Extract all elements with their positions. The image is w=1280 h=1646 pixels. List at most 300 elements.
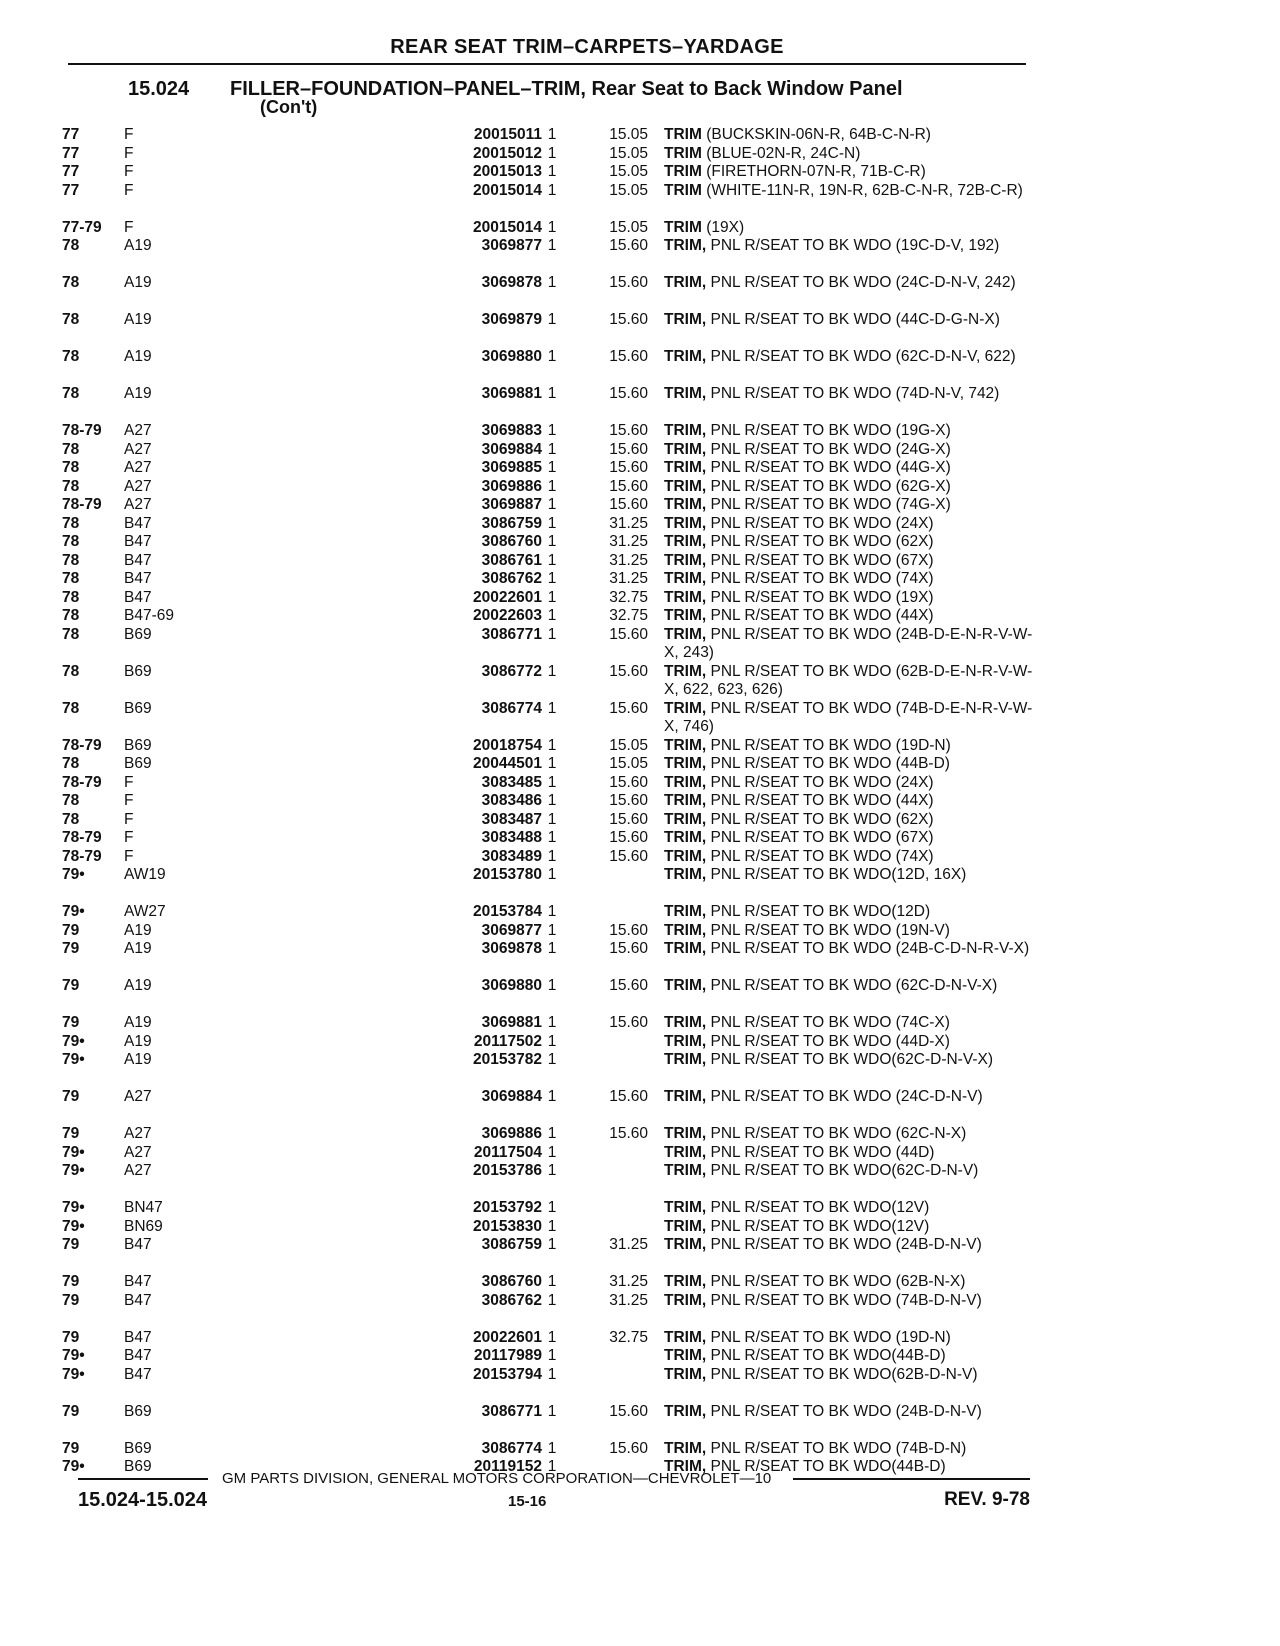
quantity: 1 [547,662,557,680]
quantity: 1 [547,607,557,624]
body-code: B47 [124,1347,152,1364]
part-number: 3069881 [481,385,542,402]
description [664,1088,1036,1107]
model-year: 79 [62,1328,80,1346]
description [664,126,1036,145]
price: 31.25 [609,1236,648,1253]
description-head: TRIM, [664,1162,707,1179]
body-code: A27 [124,477,152,495]
footer-publisher: GM PARTS DIVISION, GENERAL MOTORS CORPORATION—CHEVROLET—10 [222,1470,772,1487]
section-code: 15.024 [128,78,190,100]
description-text: PNL R/SEAT TO BK WDO (62C-D-N-V, 622) [706,348,1016,365]
description [664,1236,1036,1255]
description-head: TRIM, [664,237,707,254]
quantity: 1 [547,1217,557,1235]
parts-row [62,1088,1030,1125]
quantity: 1 [547,181,557,199]
quantity: 1 [547,1088,557,1105]
page-title: REAR SEAT TRIM–CARPETS–YARDAGE [390,36,784,58]
quantity: 1 [547,940,557,957]
description-head: TRIM, [664,440,707,458]
description-text: PNL R/SEAT TO BK WDO (74G-X) [706,496,951,513]
description [664,1403,1036,1422]
description [664,515,1036,534]
quantity: 1 [547,1051,557,1068]
parts-row [62,1014,1030,1033]
description [664,977,1036,996]
price: 15.60 [609,385,648,402]
part-number: 3069883 [481,422,542,439]
part-number: 20119152 [473,1458,542,1475]
description-text: PNL R/SEAT TO BK WDO (67X) [706,551,934,569]
model-year: 78 [62,588,80,606]
model-year: 78 [62,699,80,717]
price: 15.60 [609,699,648,717]
description-text: PNL R/SEAT TO BK WDO (24C-D-N-V, 242) [706,274,1016,291]
description-text: PNL R/SEAT TO BK WDO (19G-X) [706,422,951,439]
part-number: 3069886 [481,477,542,495]
description-head: TRIM, [664,921,707,939]
body-code: B47 [124,1365,152,1383]
body-code: F [124,847,134,865]
parts-row [62,348,1030,385]
quantity: 1 [547,218,557,236]
description [664,589,1036,608]
price: 15.60 [609,792,648,809]
model-year: 77 [62,181,80,199]
parts-row [62,145,1030,164]
description-text: PNL R/SEAT TO BK WDO (24B-C-D-N-R-V-X) [706,940,1030,957]
description [664,792,1036,811]
description-head: TRIM, [664,903,707,920]
body-code: B47 [124,514,152,532]
model-year: 78 [62,459,80,476]
price: 15.60 [609,1088,648,1105]
footer-bottom [78,1489,1030,1515]
quantity: 1 [547,311,557,328]
quantity: 1 [547,792,557,809]
header-rule [68,63,1026,65]
description-text: PNL R/SEAT TO BK WDO (62X) [706,533,934,550]
quantity: 1 [547,866,557,883]
description [664,1347,1036,1366]
price: 15.60 [609,348,648,365]
description-text: PNL R/SEAT TO BK WDO (44X) [706,792,934,809]
description-head: TRIM, [664,311,707,328]
model-year: 78 [62,274,80,291]
description-text: (BUCKSKIN-06N-R, 64B-C-N-R) [701,126,931,143]
description-text: (WHITE-11N-R, 19N-R, 62B-C-N-R, 72B-C-R) [701,181,1023,199]
price: 15.60 [609,625,648,643]
quantity: 1 [547,810,557,828]
section-title-bold: FILLER–FOUNDATION–PANEL–TRIM, [230,78,586,100]
body-code: A27 [124,440,152,458]
quantity: 1 [547,144,557,162]
price: 15.60 [609,977,648,994]
price: 15.05 [609,126,648,143]
price: 32.75 [609,607,648,624]
parts-row [62,662,1033,700]
footer-rule-left [78,1478,208,1480]
quantity: 1 [547,126,557,143]
part-number: 3069884 [481,440,542,458]
quantity: 1 [547,440,557,458]
model-year: 78-79 [62,773,102,791]
footer-section-range: 15.024-15.024 [78,1489,208,1511]
body-code: B47 [124,551,152,569]
part-number: 3069879 [481,311,542,328]
description-head: TRIM, [664,662,707,680]
description-head: TRIM, [664,1014,707,1031]
description [664,1440,1036,1459]
body-code: B69 [124,1402,152,1420]
description-text: PNL R/SEAT TO BK WDO (24G-X) [706,440,951,458]
model-year: 78-79 [62,829,102,846]
quantity: 1 [547,699,557,717]
price: 15.60 [609,459,648,476]
body-code: B47 [124,570,152,587]
model-year: 78 [62,237,80,254]
model-year: 79 [62,921,80,939]
description [664,1051,1036,1070]
description-text: PNL R/SEAT TO BK WDO (62B-D-E-N-R-V-W-X, 622, 623, 626) [664,662,1033,698]
parts-row [62,1218,1030,1237]
description-head: TRIM, [664,1458,707,1475]
model-year: 79 [62,940,80,957]
body-code: BN47 [124,1199,163,1216]
model-year: 79• [62,1143,85,1161]
quantity: 1 [547,1199,557,1216]
description-head: TRIM, [664,773,707,791]
parts-row [62,922,1030,941]
description-text: (19X) [701,218,745,236]
model-year: 79• [62,1051,85,1068]
part-number: 20015011 [473,126,542,143]
description-text: PNL R/SEAT TO BK WDO (19C-D-V, 192) [706,237,1000,254]
quantity: 1 [547,274,557,291]
parts-row [62,625,1033,663]
description-head: TRIM, [664,1032,707,1050]
quantity: 1 [547,921,557,939]
parts-row [62,311,1030,348]
description [664,1218,1036,1237]
parts-row [62,182,1030,219]
description [664,219,1036,238]
quantity: 1 [547,1347,557,1364]
part-number: 20117502 [473,1032,542,1050]
description-head: TRIM, [664,866,707,883]
parts-row [62,515,1030,534]
description [664,385,1036,404]
model-year: 78-79 [62,422,102,439]
body-code: A27 [124,1143,152,1161]
price: 15.05 [609,181,648,199]
description-head: TRIM, [664,496,707,513]
parts-row [62,274,1030,311]
price: 15.60 [609,477,648,495]
price: 15.60 [609,1439,648,1457]
description [664,737,1036,756]
quantity: 1 [547,1291,557,1309]
body-code: AW19 [124,866,166,883]
quantity: 1 [547,1143,557,1161]
description-head: TRIM, [664,459,707,476]
description [664,811,1036,830]
parts-row [62,1199,1030,1218]
description-head: TRIM, [664,1088,707,1105]
body-code: A19 [124,977,152,994]
body-code: F [124,810,134,828]
description [664,1366,1036,1385]
description-text: PNL R/SEAT TO BK WDO (24X) [706,514,934,532]
parts-row [62,478,1030,497]
part-number: 20022601 [473,1328,542,1346]
part-number: 20044501 [473,755,542,772]
parts-row [62,977,1030,1014]
part-number: 3083488 [481,829,542,846]
part-number: 3083486 [481,792,542,809]
description-head: TRIM, [664,829,707,846]
description-head: TRIM, [664,1402,707,1420]
price: 31.25 [609,533,648,550]
part-number: 3086762 [481,570,542,587]
description-text: PNL R/SEAT TO BK WDO (24B-D-N-V) [706,1236,982,1253]
description-text: PNL R/SEAT TO BK WDO (24B-D-N-V) [706,1402,982,1420]
description [664,163,1036,182]
description-text: PNL R/SEAT TO BK WDO (44B-D) [706,755,950,772]
parts-row [62,219,1030,238]
footer-revision: REV. 9-78 [944,1489,1030,1510]
model-year: 77 [62,126,80,143]
body-code: F [124,144,134,162]
quantity: 1 [547,514,557,532]
description-text: PNL R/SEAT TO BK WDO (74X) [706,570,934,587]
quantity: 1 [547,163,557,180]
description-head: TRIM, [664,1347,707,1364]
parts-row [62,385,1030,422]
description-head: TRIM, [664,607,707,624]
description-head: TRIM, [664,551,707,569]
description-head: TRIM, [664,1143,707,1161]
description-head: TRIM, [664,810,707,828]
parts-row [62,811,1030,830]
part-number: 20117989 [473,1347,542,1364]
footer-page-number: 15-16 [508,1493,547,1510]
model-year: 79• [62,1032,85,1050]
description [664,1292,1036,1311]
parts-row [62,737,1030,756]
quantity: 1 [547,477,557,495]
description-head: TRIM, [664,1199,707,1216]
part-number: 3083487 [481,810,542,828]
description-text: (FIRETHORN-07N-R, 71B-C-R) [701,163,926,180]
quantity: 1 [547,755,557,772]
parts-list [62,126,1033,1477]
price: 15.60 [609,440,648,458]
parts-row [62,940,1030,977]
body-code: B47 [124,1328,152,1346]
model-year: 79 [62,977,80,994]
part-number: 3069881 [481,1014,542,1031]
description-text: (BLUE-02N-R, 24C-N) [701,144,861,162]
model-year: 79• [62,1217,85,1235]
description-text: PNL R/SEAT TO BK WDO (19D-N) [706,1328,951,1346]
model-year: 79• [62,1347,85,1364]
parts-row [62,903,1030,922]
price: 32.75 [609,588,648,606]
part-number: 20153782 [473,1051,542,1068]
description-head: TRIM, [664,792,707,809]
description [664,182,1036,201]
parts-row [62,422,1030,441]
description [664,700,1036,737]
description-text: PNL R/SEAT TO BK WDO (19N-V) [706,921,950,939]
description-text: PNL R/SEAT TO BK WDO(12V) [706,1217,930,1235]
parts-row [62,1440,1030,1459]
part-number: 3069877 [481,921,542,939]
price: 15.60 [609,1402,648,1420]
body-code: B69 [124,736,152,754]
model-year: 78 [62,551,80,569]
model-year: 78 [62,311,80,328]
body-code: A19 [124,921,152,939]
description-head: TRIM, [664,348,707,365]
parts-row [62,1125,1030,1144]
body-code: B69 [124,625,152,643]
model-year: 78 [62,625,80,643]
quantity: 1 [547,237,557,254]
model-year: 79• [62,1162,85,1179]
description [664,348,1036,367]
description [664,533,1036,552]
quantity: 1 [547,1328,557,1346]
body-code: F [124,829,134,846]
body-code: A27 [124,1162,152,1179]
description-head: TRIM, [664,1439,707,1457]
quantity: 1 [547,903,557,920]
description-head: TRIM, [664,570,707,587]
description-text: PNL R/SEAT TO BK WDO (67X) [706,829,934,846]
model-year: 79• [62,866,85,883]
description-head: TRIM [664,218,702,236]
description-head: TRIM, [664,736,707,754]
price: 31.25 [609,551,648,569]
price: 31.25 [609,1291,648,1309]
body-code: A19 [124,940,152,957]
description-text: PNL R/SEAT TO BK WDO(12D, 16X) [706,866,967,883]
parts-row [62,1292,1030,1329]
model-year: 78-79 [62,736,102,754]
description-head: TRIM, [664,977,707,994]
part-number: 3086759 [481,514,542,532]
body-code: A19 [124,348,152,365]
description-head: TRIM, [664,422,707,439]
description-text: PNL R/SEAT TO BK WDO (24X) [706,773,934,791]
part-number: 20153792 [473,1199,542,1216]
part-number: 3069880 [481,977,542,994]
description [664,866,1036,885]
description-head: TRIM, [664,847,707,865]
description-head: TRIM [664,144,702,162]
section-title-rest: Rear Seat to Back Window Panel [585,78,903,100]
part-number: 3083485 [481,773,542,791]
description [664,848,1036,867]
part-number: 20015012 [473,144,542,162]
description [664,1014,1036,1033]
model-year: 79 [62,1291,80,1309]
parts-row [62,1144,1030,1163]
description [664,311,1036,330]
body-code: B47 [124,588,152,606]
description-text: PNL R/SEAT TO BK WDO (44D-X) [706,1032,950,1050]
part-number: 20153784 [473,903,542,920]
parts-row [62,1236,1030,1273]
description-text: PNL R/SEAT TO BK WDO (62C-D-N-V-X) [706,977,998,994]
description [664,1199,1036,1218]
parts-row [62,533,1030,552]
description [664,1329,1036,1348]
parts-row [62,1329,1030,1348]
model-year: 79• [62,1458,85,1475]
part-number: 3083489 [481,847,542,865]
parts-row [62,459,1030,478]
price: 15.60 [609,847,648,865]
quantity: 1 [547,348,557,365]
part-number: 20015014 [473,218,542,236]
body-code: A19 [124,385,152,402]
part-number: 20022601 [473,588,542,606]
quantity: 1 [547,1162,557,1179]
quantity: 1 [547,422,557,439]
parts-row [62,1162,1030,1199]
model-year: 78 [62,810,80,828]
body-code: A27 [124,1088,152,1105]
description [664,1162,1036,1181]
model-year: 78 [62,755,80,772]
parts-row [62,699,1033,737]
description-text: PNL R/SEAT TO BK WDO(44B-D) [706,1347,946,1364]
description [664,903,1036,922]
quantity: 1 [547,1032,557,1050]
price: 31.25 [609,514,648,532]
part-number: 3086760 [481,533,542,550]
model-year: 77-79 [62,218,102,236]
description-text: PNL R/SEAT TO BK WDO (74B-D-N-V) [706,1291,982,1309]
model-year: 78 [62,477,80,495]
price: 31.25 [609,1273,648,1290]
body-code: A19 [124,1014,152,1031]
part-number: 3069878 [481,274,542,291]
price: 15.60 [609,237,648,254]
description [664,829,1036,848]
quantity: 1 [547,551,557,569]
model-year: 78 [62,533,80,550]
description-head: TRIM, [664,1236,707,1253]
parts-row [62,237,1030,274]
model-year: 78-79 [62,496,102,513]
part-number: 20015013 [473,163,542,180]
description-head: TRIM, [664,1217,707,1235]
description-text: PNL R/SEAT TO BK WDO (62X) [706,810,934,828]
model-year: 79• [62,1365,85,1383]
description [664,496,1036,515]
description [664,422,1036,441]
body-code: F [124,773,134,791]
description-text: PNL R/SEAT TO BK WDO (44X) [706,607,934,624]
description [664,237,1036,256]
part-number: 3069877 [481,237,542,254]
model-year: 79• [62,1199,85,1216]
